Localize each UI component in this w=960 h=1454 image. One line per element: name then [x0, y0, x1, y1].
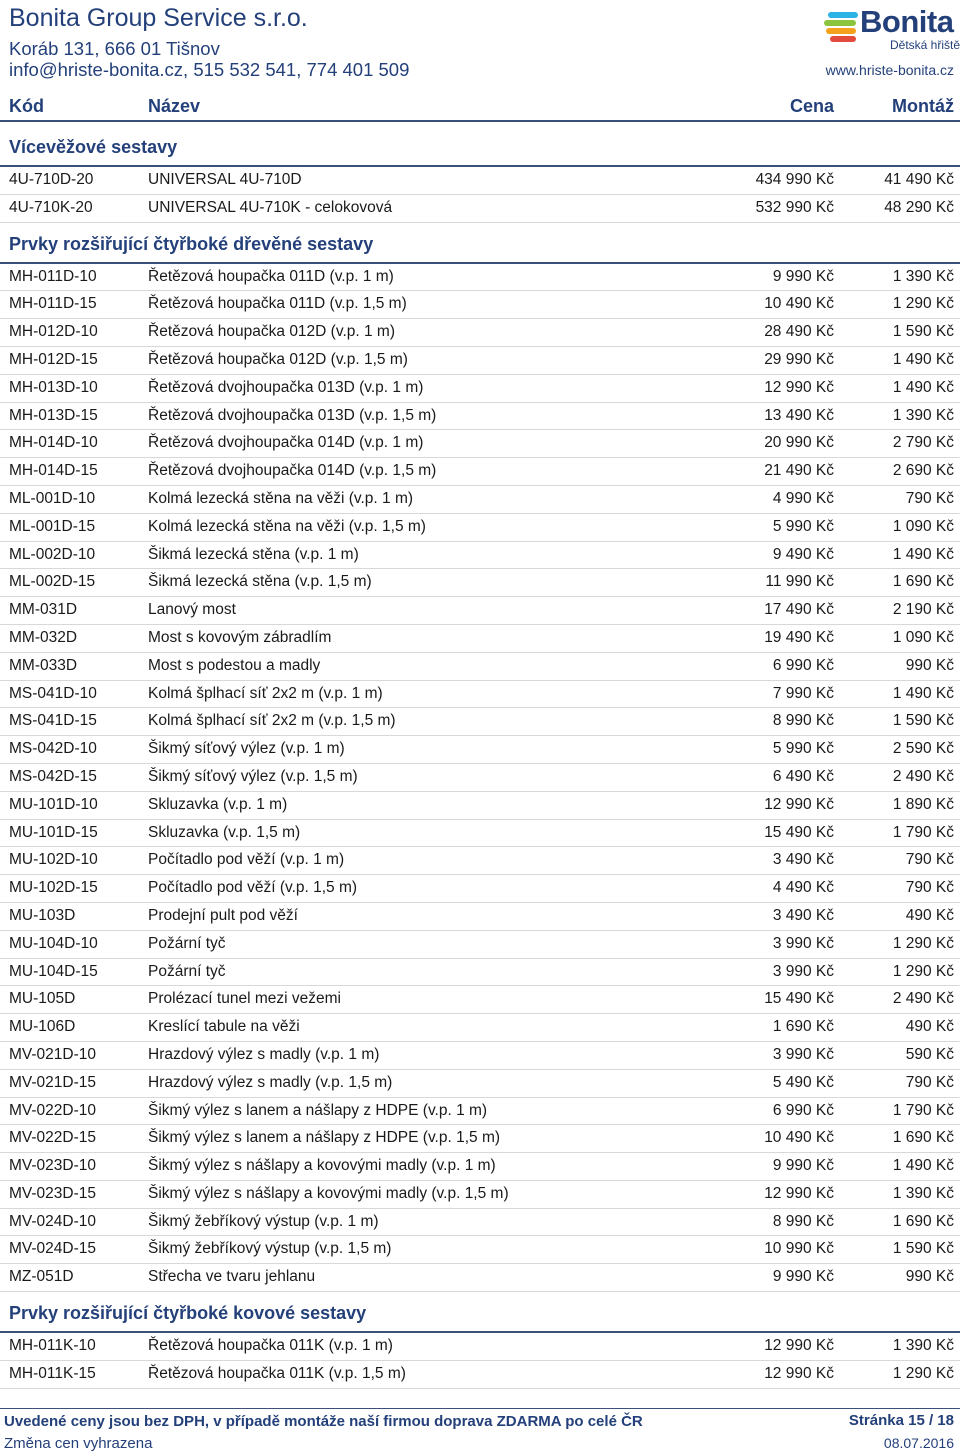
item-installation: 990 Kč — [905, 656, 954, 674]
item-code: MS-042D-15 — [9, 767, 97, 785]
item-installation: 2 490 Kč — [892, 990, 954, 1008]
item-name: Šikmá lezecká stěna (v.p. 1,5 m) — [148, 573, 372, 591]
section-heading — [0, 1300, 960, 1333]
item-price: 8 990 Kč — [772, 712, 834, 730]
table-row — [0, 319, 960, 347]
website-link[interactable]: www.hriste-bonita.cz — [825, 62, 954, 78]
company-address: Koráb 131, 666 01 Tišnov — [9, 38, 220, 59]
footer-change-note: Změna cen vyhrazena — [4, 1435, 153, 1452]
item-price: 9 990 Kč — [772, 1157, 834, 1175]
item-price: 3 990 Kč — [772, 934, 834, 952]
item-price: 12 990 Kč — [764, 378, 834, 396]
column-kod: Kód — [9, 96, 44, 116]
item-price: 17 490 Kč — [764, 601, 834, 619]
item-name: UNIVERSAL 4U-710K - celokovová — [148, 198, 393, 216]
item-price: 10 490 Kč — [764, 1129, 834, 1147]
logo-text: Bonita — [860, 4, 954, 39]
column-nazev: Název — [148, 96, 201, 116]
item-installation: 1 690 Kč — [892, 573, 954, 591]
item-installation: 1 390 Kč — [892, 1337, 954, 1355]
item-name: Řetězová houpačka 012D (v.p. 1,5 m) — [148, 350, 408, 368]
item-name: Hrazdový výlez s madly (v.p. 1 m) — [148, 1045, 380, 1063]
item-installation: 48 290 Kč — [884, 198, 954, 216]
item-name: Skluzavka (v.p. 1,5 m) — [148, 823, 301, 841]
item-code: MU-102D-10 — [9, 851, 98, 869]
item-price: 3 990 Kč — [772, 962, 834, 980]
item-price: 12 990 Kč — [764, 1184, 834, 1202]
item-name: Požární tyč — [148, 962, 226, 980]
item-code: MV-024D-10 — [9, 1212, 97, 1230]
table-row — [0, 167, 960, 195]
item-code: MZ-051D — [9, 1268, 74, 1286]
item-code: MH-012D-15 — [9, 350, 98, 368]
item-name: Šikmý síťový výlez (v.p. 1,5 m) — [148, 767, 358, 785]
footer-note: Uvedené ceny jsou bez DPH, v případě montáže naší firmou doprava ZDARMA po celé ČR — [4, 1413, 643, 1430]
item-code: MU-106D — [9, 1018, 76, 1036]
table-row — [0, 764, 960, 792]
item-name: Řetězová houpačka 011K (v.p. 1,5 m) — [148, 1364, 406, 1382]
item-price: 10 990 Kč — [764, 1240, 834, 1258]
table-row — [0, 264, 960, 292]
item-code: MH-011D-15 — [9, 295, 97, 313]
item-installation: 1 490 Kč — [892, 1157, 954, 1175]
item-code: MV-024D-15 — [9, 1240, 97, 1258]
item-installation: 1 390 Kč — [892, 1184, 954, 1202]
item-installation: 490 Kč — [905, 1018, 954, 1036]
table-row — [0, 458, 960, 486]
item-installation: 2 590 Kč — [892, 740, 954, 758]
item-installation: 1 290 Kč — [892, 962, 954, 980]
item-name: Řetězová dvojhoupačka 014D (v.p. 1 m) — [148, 434, 424, 452]
table-row — [0, 1264, 960, 1292]
item-installation: 2 190 Kč — [892, 601, 954, 619]
item-code: MH-013D-10 — [9, 378, 98, 396]
table-row — [0, 1042, 960, 1070]
item-price: 21 490 Kč — [764, 462, 834, 480]
item-code: MH-014D-15 — [9, 462, 98, 480]
item-name: Počítadlo pod věží (v.p. 1,5 m) — [148, 879, 358, 897]
item-code: MM-031D — [9, 601, 78, 619]
item-price: 5 990 Kč — [772, 740, 834, 758]
item-price: 9 490 Kč — [772, 545, 834, 563]
item-price: 12 990 Kč — [764, 1337, 834, 1355]
item-name: Šikmý žebříkový výstup (v.p. 1 m) — [148, 1212, 379, 1230]
item-price: 1 690 Kč — [772, 1018, 834, 1036]
table-row — [0, 569, 960, 597]
item-price: 12 990 Kč — [764, 795, 834, 813]
item-code: MV-023D-15 — [9, 1184, 97, 1202]
item-installation: 990 Kč — [905, 1268, 954, 1286]
table-row — [0, 681, 960, 709]
item-installation: 1 290 Kč — [892, 934, 954, 952]
item-name: Řetězová houpačka 011K (v.p. 1 m) — [148, 1337, 393, 1355]
item-name: Kolmá šplhací síť 2x2 m (v.p. 1 m) — [148, 684, 383, 702]
item-code: MS-041D-15 — [9, 712, 97, 730]
table-row — [0, 486, 960, 514]
item-name: Šikmý výlez s lanem a nášlapy z HDPE (v.p. 1,5 m) — [148, 1129, 501, 1147]
item-price: 4 990 Kč — [772, 489, 834, 507]
item-code: MU-103D — [9, 906, 76, 924]
item-installation: 1 090 Kč — [892, 517, 954, 535]
item-installation: 790 Kč — [905, 489, 954, 507]
table-row — [0, 1125, 960, 1153]
item-price: 4 490 Kč — [772, 879, 834, 897]
item-code: MH-011K-10 — [9, 1337, 96, 1355]
table-row — [0, 1014, 960, 1042]
column-cena: Cena — [789, 96, 834, 116]
item-name: Hrazdový výlez s madly (v.p. 1,5 m) — [148, 1073, 393, 1091]
item-installation: 1 390 Kč — [892, 267, 954, 285]
item-installation: 1 790 Kč — [892, 823, 954, 841]
item-code: ML-001D-10 — [9, 489, 96, 507]
table-row — [0, 986, 960, 1014]
item-price: 9 990 Kč — [772, 1268, 834, 1286]
item-name: Most s kovovým zábradlím — [148, 628, 332, 646]
item-code: 4U-710K-20 — [9, 198, 93, 216]
item-code: MV-021D-10 — [9, 1045, 97, 1063]
item-installation: 1 490 Kč — [892, 350, 954, 368]
item-code: 4U-710D-20 — [9, 171, 94, 188]
table-row — [0, 931, 960, 959]
item-installation: 1 090 Kč — [892, 628, 954, 646]
item-code: ML-001D-15 — [9, 517, 96, 535]
item-price: 29 990 Kč — [764, 350, 834, 368]
table-row — [0, 792, 960, 820]
item-installation: 790 Kč — [905, 879, 954, 897]
item-name: Řetězová houpačka 011D (v.p. 1,5 m) — [148, 295, 407, 313]
item-price: 3 490 Kč — [772, 906, 834, 924]
item-name: Šikmý síťový výlez (v.p. 1 m) — [148, 740, 345, 758]
item-code: MS-042D-10 — [9, 740, 97, 758]
table-row — [0, 1209, 960, 1237]
item-code: MM-032D — [9, 628, 78, 646]
section-title: Vícevěžové sestavy — [9, 137, 178, 157]
item-price: 3 990 Kč — [772, 1045, 834, 1063]
table-row — [0, 375, 960, 403]
price-list — [0, 126, 960, 1389]
table-row — [0, 625, 960, 653]
item-code: MU-102D-15 — [9, 879, 98, 897]
item-code: MS-041D-10 — [9, 684, 97, 702]
item-installation: 790 Kč — [905, 851, 954, 869]
item-code: MU-104D-15 — [9, 962, 98, 980]
item-code: MV-021D-15 — [9, 1073, 97, 1091]
table-row — [0, 403, 960, 431]
table-row — [0, 1333, 960, 1361]
table-row — [0, 1181, 960, 1209]
table-row — [0, 847, 960, 875]
item-name: Šikmý výlez s lanem a nášlapy z HDPE (v.p. 1 m) — [148, 1101, 488, 1119]
item-code: MV-023D-10 — [9, 1157, 97, 1175]
table-row — [0, 820, 960, 848]
item-price: 19 490 Kč — [764, 628, 834, 646]
item-installation: 1 890 Kč — [892, 795, 954, 813]
item-price: 15 490 Kč — [764, 823, 834, 841]
item-name: Šikmý výlez s nášlapy a kovovými madly (v.p. 1,5 m) — [148, 1184, 509, 1202]
item-name: Kolmá lezecká stěna na věži (v.p. 1 m) — [148, 489, 414, 507]
item-price: 15 490 Kč — [764, 990, 834, 1008]
item-code: MM-033D — [9, 656, 78, 674]
table-row — [0, 514, 960, 542]
item-price: 28 490 Kč — [764, 323, 834, 341]
bonita-logo — [824, 4, 960, 52]
item-code: ML-002D-15 — [9, 573, 96, 591]
item-name: Šikmá lezecká stěna (v.p. 1 m) — [148, 545, 359, 563]
table-row — [0, 430, 960, 458]
table-row — [0, 708, 960, 736]
item-name: UNIVERSAL 4U-710D — [148, 171, 302, 188]
item-installation: 1 390 Kč — [892, 406, 954, 424]
item-name: Prolézací tunel mezi vežemi — [148, 990, 341, 1008]
item-name: Řetězová dvojhoupačka 013D (v.p. 1,5 m) — [148, 406, 437, 424]
item-price: 13 490 Kč — [764, 406, 834, 424]
item-installation: 790 Kč — [905, 1073, 954, 1091]
page-header — [0, 0, 960, 90]
item-name: Šikmý žebříkový výstup (v.p. 1,5 m) — [148, 1240, 392, 1258]
page-footer — [0, 1408, 960, 1454]
item-price: 6 990 Kč — [772, 656, 834, 674]
table-row — [0, 347, 960, 375]
item-installation: 1 590 Kč — [892, 1240, 954, 1258]
item-name: Střecha ve tvaru jehlanu — [148, 1268, 316, 1286]
item-code: MU-104D-10 — [9, 934, 98, 952]
item-price: 9 990 Kč — [772, 267, 834, 285]
item-price: 6 990 Kč — [772, 1101, 834, 1119]
item-installation: 1 690 Kč — [892, 1129, 954, 1147]
item-installation: 2 490 Kč — [892, 767, 954, 785]
item-installation: 1 590 Kč — [892, 323, 954, 341]
table-row — [0, 1098, 960, 1126]
column-header — [0, 94, 960, 122]
section-title: Prvky rozšiřující čtyřboké kovové sestavy — [9, 1303, 367, 1324]
section-title: Prvky rozšiřující čtyřboké dřevěné sestavy — [9, 233, 374, 254]
item-installation: 490 Kč — [905, 906, 954, 924]
item-name: Most s podestou a madly — [148, 656, 321, 674]
item-code: MV-022D-15 — [9, 1129, 97, 1147]
item-code: MH-011D-10 — [9, 267, 97, 285]
item-price: 8 990 Kč — [772, 1212, 834, 1230]
table-row — [0, 1236, 960, 1264]
item-name: Řetězová dvojhoupačka 013D (v.p. 1 m) — [148, 378, 424, 396]
item-name: Kolmá šplhací síť 2x2 m (v.p. 1,5 m) — [148, 712, 396, 730]
item-name: Prodejní pult pod věží — [148, 906, 298, 924]
table-row — [0, 597, 960, 625]
table-row — [0, 1070, 960, 1098]
item-name: Šikmý výlez s nášlapy a kovovými madly (v.p. 1 m) — [148, 1157, 496, 1175]
item-code: MH-011K-15 — [9, 1364, 96, 1382]
item-code: MH-013D-15 — [9, 406, 98, 424]
item-name: Požární tyč — [148, 934, 226, 952]
item-code: MU-105D — [9, 990, 76, 1008]
table-row — [0, 1153, 960, 1181]
table-row — [0, 959, 960, 987]
item-code: MV-022D-10 — [9, 1101, 97, 1119]
item-price: 5 490 Kč — [772, 1073, 834, 1091]
item-code: ML-002D-10 — [9, 545, 96, 563]
table-row — [0, 1361, 960, 1389]
item-price: 532 990 Kč — [755, 198, 834, 216]
item-installation: 1 590 Kč — [892, 712, 954, 730]
item-price: 7 990 Kč — [772, 684, 834, 702]
item-code: MU-101D-15 — [9, 823, 98, 841]
item-name: Řetězová dvojhoupačka 014D (v.p. 1,5 m) — [148, 462, 437, 480]
item-price: 434 990 Kč — [755, 171, 834, 188]
item-installation: 1 690 Kč — [892, 1212, 954, 1230]
item-price: 10 490 Kč — [764, 295, 834, 313]
table-row — [0, 195, 960, 223]
item-code: MU-101D-10 — [9, 795, 98, 813]
table-row — [0, 736, 960, 764]
footer-date: 08.07.2016 — [883, 1435, 954, 1451]
table-row — [0, 542, 960, 570]
item-installation: 1 490 Kč — [892, 378, 954, 396]
item-name: Skluzavka (v.p. 1 m) — [148, 795, 288, 813]
item-price: 3 490 Kč — [772, 851, 834, 869]
item-name: Kolmá lezecká stěna na věži (v.p. 1,5 m) — [148, 517, 426, 535]
item-installation: 2 790 Kč — [892, 434, 954, 452]
item-name: Kreslící tabule na věži — [148, 1018, 300, 1036]
table-row — [0, 875, 960, 903]
table-row — [0, 653, 960, 681]
table-row — [0, 903, 960, 931]
item-price: 20 990 Kč — [764, 434, 834, 452]
company-name: Bonita Group Service s.r.o. — [9, 4, 308, 32]
item-code: MH-014D-10 — [9, 434, 98, 452]
item-installation: 1 490 Kč — [892, 684, 954, 702]
item-installation: 590 Kč — [905, 1045, 954, 1063]
logo-stripes-icon — [824, 10, 860, 44]
item-installation: 1 290 Kč — [892, 295, 954, 313]
item-price: 11 990 Kč — [765, 573, 834, 591]
section-heading — [0, 231, 960, 264]
item-name: Počítadlo pod věží (v.p. 1 m) — [148, 851, 345, 869]
item-installation: 41 490 Kč — [884, 171, 954, 188]
item-price: 5 990 Kč — [772, 517, 834, 535]
item-price: 12 990 Kč — [764, 1364, 834, 1382]
item-name: Lanový most — [148, 601, 236, 619]
item-name: Řetězová houpačka 012D (v.p. 1 m) — [148, 323, 395, 341]
item-installation: 1 790 Kč — [892, 1101, 954, 1119]
column-montaz: Montáž — [892, 96, 954, 116]
table-row — [0, 291, 960, 319]
item-name: Řetězová houpačka 011D (v.p. 1 m) — [148, 267, 394, 285]
section-heading — [0, 134, 960, 167]
item-price: 6 490 Kč — [772, 767, 834, 785]
item-installation: 2 690 Kč — [892, 462, 954, 480]
company-contact: info@hriste-bonita.cz, 515 532 541, 774 401 509 — [9, 59, 410, 80]
item-installation: 1 290 Kč — [892, 1364, 954, 1382]
logo-subtitle: Dětská hřiště — [890, 38, 960, 52]
item-code: MH-012D-10 — [9, 323, 98, 341]
page-number: Stránka 15 / 18 — [848, 1412, 954, 1429]
item-installation: 1 490 Kč — [892, 545, 954, 563]
